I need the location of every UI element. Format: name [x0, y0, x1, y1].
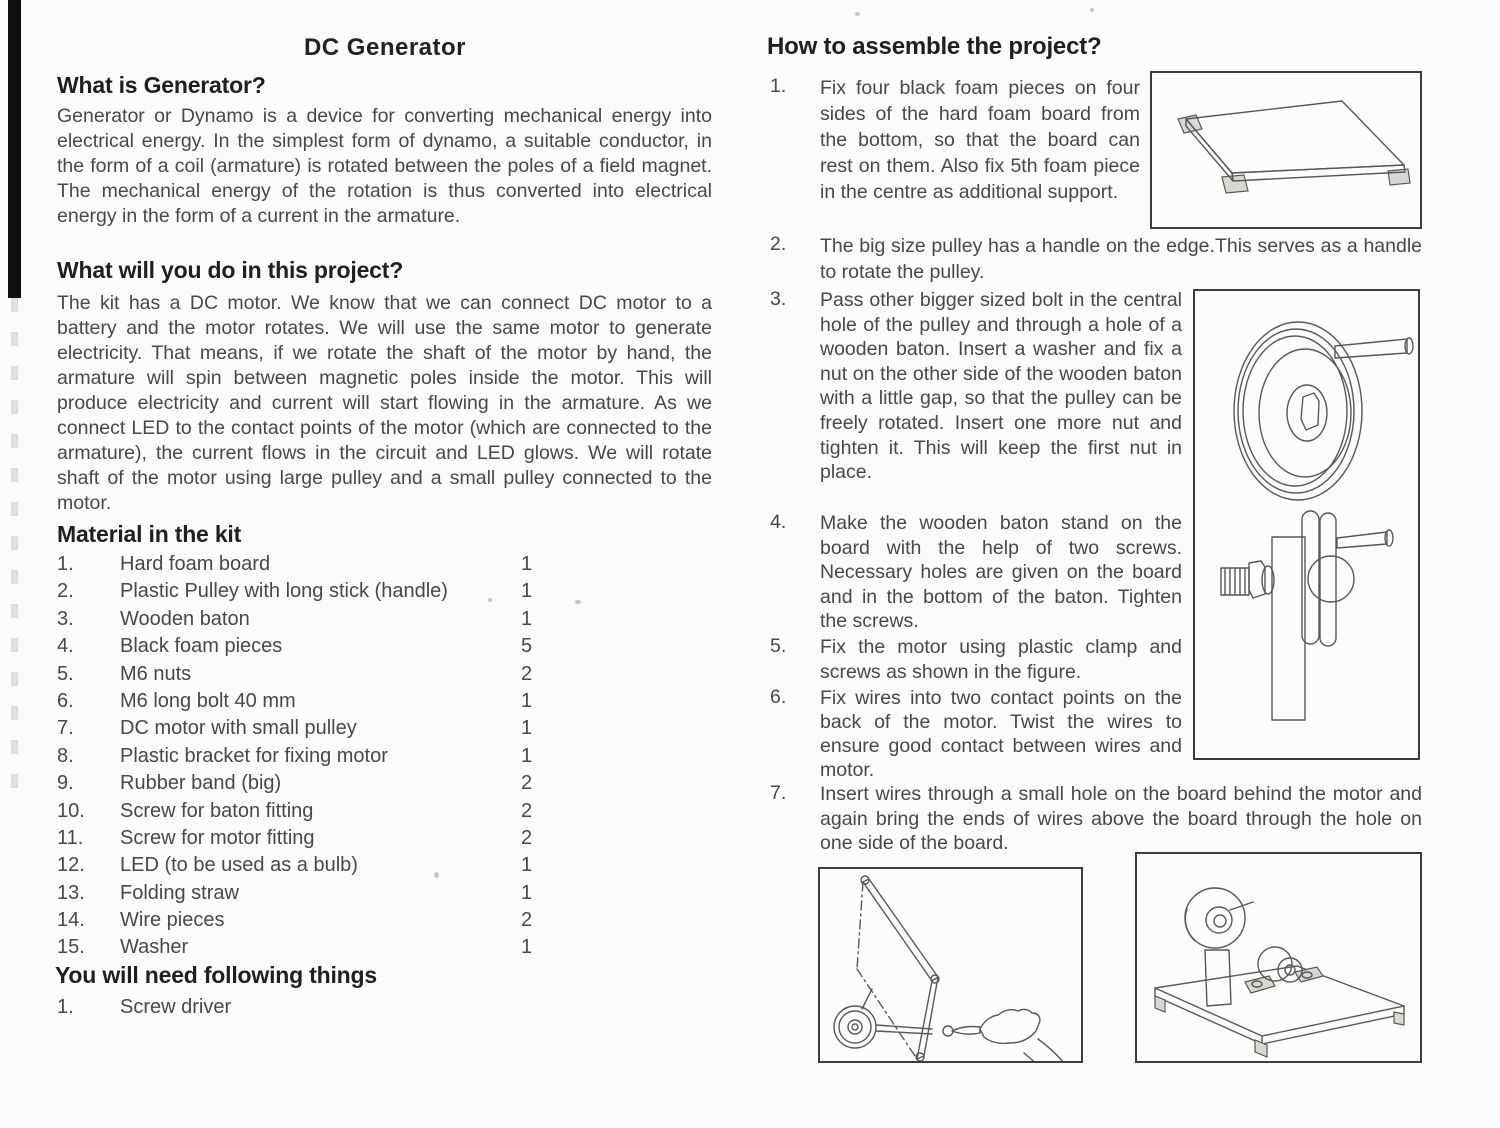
handle-stick: [1335, 339, 1407, 358]
material-row: [57, 608, 712, 635]
assembled-generator-drawing: [1137, 854, 1420, 1061]
step-text: Fix the motor using plastic clamp and screws as shown in the figure.: [820, 636, 1182, 683]
board-top-face: [1186, 101, 1404, 173]
step-number: 5.: [770, 635, 787, 657]
material-name: Wooden baton: [120, 607, 250, 630]
big-pulley-hub: [1287, 385, 1327, 441]
material-row: [57, 745, 712, 772]
step-text: Fix wires into two contact points on the back of the motor. Twist the wires to ensure good contact between wires and motor.: [820, 687, 1182, 781]
section-heading-what-will-you-do: What will you do in this project?: [57, 257, 404, 283]
step-text: Insert wires through a small hole on the board behind the motor and again bring the ends of wires above the board through the hole on one side of the board.: [820, 783, 1422, 855]
scan-speck: [1090, 8, 1094, 12]
step-number: 2.: [770, 233, 787, 255]
material-number: 5.: [57, 662, 74, 685]
material-row: [57, 936, 712, 963]
material-number: 4.: [57, 635, 74, 658]
foam-foot: [1255, 1040, 1267, 1057]
material-list: [57, 553, 712, 964]
foam-foot-right: [1388, 169, 1410, 185]
material-number: 6.: [57, 689, 74, 712]
material-name: Plastic bracket for fixing motor: [120, 744, 388, 767]
material-name: M6 long bolt 40 mm: [120, 689, 296, 712]
step-number: 6.: [770, 686, 787, 708]
step-number: 4.: [770, 511, 787, 533]
small-pulley: [1278, 958, 1302, 982]
material-qty: 1: [521, 689, 533, 712]
needed-thing-name: Screw driver: [120, 996, 232, 1018]
material-name: Screw for baton fitting: [120, 799, 314, 822]
material-name: Washer: [120, 936, 189, 959]
step-number: 7.: [770, 782, 787, 804]
material-qty: 1: [521, 717, 533, 740]
needed-thing-row: [57, 996, 712, 1023]
foam-foot: [1155, 996, 1165, 1012]
material-row: [57, 854, 712, 881]
figure-board-and-hand: [818, 867, 1083, 1063]
material-number: 1.: [57, 553, 74, 575]
material-name: Screw for motor fitting: [120, 826, 315, 849]
edge-handle-cap: [1385, 530, 1393, 546]
section-heading-how-to-assemble: How to assemble the project?: [767, 33, 1102, 60]
material-qty: 1: [521, 607, 533, 630]
pulley-hub-ring: [1206, 907, 1232, 933]
pulley-axle: [1214, 915, 1226, 927]
page-title: DC Generator: [303, 34, 467, 61]
pulley-axle: [852, 1024, 858, 1030]
needed-things-list: [57, 996, 712, 1023]
board-front-edge: [1232, 165, 1405, 181]
material-row: [57, 690, 712, 717]
board-left-edge: [1186, 119, 1233, 181]
pulley-hub: [848, 1020, 862, 1034]
material-number: 10.: [57, 799, 85, 822]
material-row: [57, 800, 712, 827]
material-qty: 2: [521, 826, 533, 849]
material-row: [57, 827, 712, 854]
material-qty: 1: [521, 553, 533, 575]
scan-edge-artifact: [8, 0, 21, 298]
material-qty: 1: [521, 936, 533, 959]
hub-bulge: [1308, 556, 1354, 602]
section-heading-you-will-need: You will need following things: [55, 962, 377, 988]
pulley-bolt-baton-drawing: [1195, 291, 1418, 758]
material-qty: 2: [521, 772, 533, 795]
material-row: [57, 635, 712, 662]
material-name: LED (to be used as a bulb): [120, 854, 358, 877]
hand-outline: [980, 1009, 1040, 1043]
foam-foot-front: [1222, 175, 1248, 193]
material-name: Black foam pieces: [120, 635, 283, 658]
material-qty: 5: [521, 635, 533, 658]
material-name: M6 nuts: [120, 662, 192, 685]
material-row: [57, 882, 712, 909]
material-qty: 1: [521, 744, 533, 767]
material-name: Wire pieces: [120, 909, 225, 932]
step-number: 3.: [770, 288, 787, 310]
bracket-flap-left: [1245, 976, 1275, 993]
material-row: [57, 909, 712, 936]
wrist-lines: [1024, 1039, 1064, 1061]
pulley-rim-ring: [1185, 909, 1195, 941]
section-heading-material-in-kit: Material in the kit: [57, 521, 242, 547]
paragraph-what-is-generator: Generator or Dynamo is a device for converting mechanical energy into electrical energy. In the simplest form of dynamo, a suitable conductor, in the form of a coil (armature) is rotated between the poles of a field magnet. The mechanical energy of the rotation is thus converted into electrical energy in the form of a current in the armature.: [57, 105, 712, 227]
crank-line: [862, 989, 872, 1009]
material-number: 11.: [57, 826, 84, 849]
material-qty: 2: [521, 662, 533, 685]
material-number: 3.: [57, 607, 74, 630]
material-number: 9.: [57, 772, 74, 795]
pulley-wheel: [834, 1006, 876, 1048]
material-name: DC motor with small pulley: [120, 717, 357, 740]
big-pulley-face: [1259, 349, 1351, 477]
wooden-baton-side: [1272, 537, 1305, 720]
material-qty: 1: [521, 580, 533, 603]
material-number: 7.: [57, 717, 74, 740]
material-number: 14.: [57, 909, 85, 932]
board-right-edge: [917, 977, 938, 1059]
pulley-ring: [839, 1011, 871, 1043]
board-thickness: [1155, 988, 1404, 1044]
section-heading-what-is-generator: What is Generator?: [57, 72, 266, 98]
motor-body: [1258, 947, 1292, 981]
material-name: Rubber band (big): [120, 772, 282, 795]
material-number: 8.: [57, 744, 74, 767]
step-text: Fix four black foam pieces on four sides of the hard foam board from the bottom, so that the board can rest on them. Also fix 5th foam piece in the centre as additional support.: [820, 77, 1140, 203]
paragraph-what-will-you-do: The kit has a DC motor. We know that we can connect DC motor to a battery and the motor rotates. We will use the same motor to generate electricity. That means, if we rotate the shaft of the motor by hand, the armature will spin between magnetic poles inside the motor. This will produce electricity and current will start flowing in the armature. As we connect LED to the contact points of the motor (which are connected to the armature), the current flows in the circuit and LED glows. We will rotate shaft of the motor using large pulley and a small pulley connected to the motor.: [57, 292, 712, 514]
material-qty: 1: [521, 881, 533, 904]
material-qty: 1: [521, 854, 533, 877]
material-name: Plastic Pulley with long stick (handle): [120, 580, 448, 603]
material-name: Hard foam board: [120, 553, 271, 575]
handle-stick-cap: [1405, 338, 1413, 354]
pulley-side-disc: [1320, 513, 1336, 646]
scan-edge-smudge: [11, 298, 18, 788]
bracket-flap-right: [1295, 967, 1323, 982]
pointing-finger: [952, 1027, 980, 1035]
thread-hatch: [1225, 568, 1245, 595]
big-pulley-outer-rim: [1234, 322, 1362, 500]
material-qty: 2: [521, 909, 533, 932]
foam-foot: [1394, 1012, 1404, 1025]
material-row: [57, 717, 712, 744]
needed-thing-number: 1.: [57, 996, 74, 1018]
scan-speck: [855, 12, 860, 16]
board-pulley-hand-drawing: [820, 869, 1081, 1061]
step-text: Make the wooden baton stand on the board with the help of two screws. Necessary holes are given on the board and in the bottom of the baton. Tighten the screws.: [820, 512, 1182, 633]
material-row: [57, 772, 712, 799]
material-qty: 2: [521, 799, 533, 822]
material-number: 13.: [57, 881, 85, 904]
figure-pulley-bolt-baton: [1193, 289, 1420, 760]
board-top-edge: [863, 879, 938, 981]
step-number: 1.: [770, 75, 787, 97]
foam-board-with-feet-drawing: [1152, 73, 1420, 227]
material-number: 2.: [57, 580, 74, 603]
material-name: Folding straw: [120, 881, 239, 904]
big-pulley-ring: [1238, 329, 1354, 493]
material-number: 15.: [57, 936, 85, 959]
material-row: [57, 580, 712, 607]
step-text: The big size pulley has a handle on the edge.This serves as a handle to rotate the pulley.: [820, 235, 1422, 283]
material-number: 12.: [57, 854, 85, 877]
bolt-head: [1301, 393, 1319, 430]
step-text: Pass other bigger sized bolt in the central hole of the pulley and through a hole of a wooden baton. Insert a washer and fix a nut on the other side of the wooden baton with a little gap, so that the pulley can be freely rotated. Insert one more nut and tighten it. This will keep the first nut in place.: [820, 289, 1182, 484]
material-row: [57, 553, 712, 580]
figure-foam-board: [1150, 71, 1422, 229]
figure-assembled-project: [1135, 852, 1422, 1063]
material-row: [57, 663, 712, 690]
edge-handle-stick: [1337, 532, 1387, 548]
